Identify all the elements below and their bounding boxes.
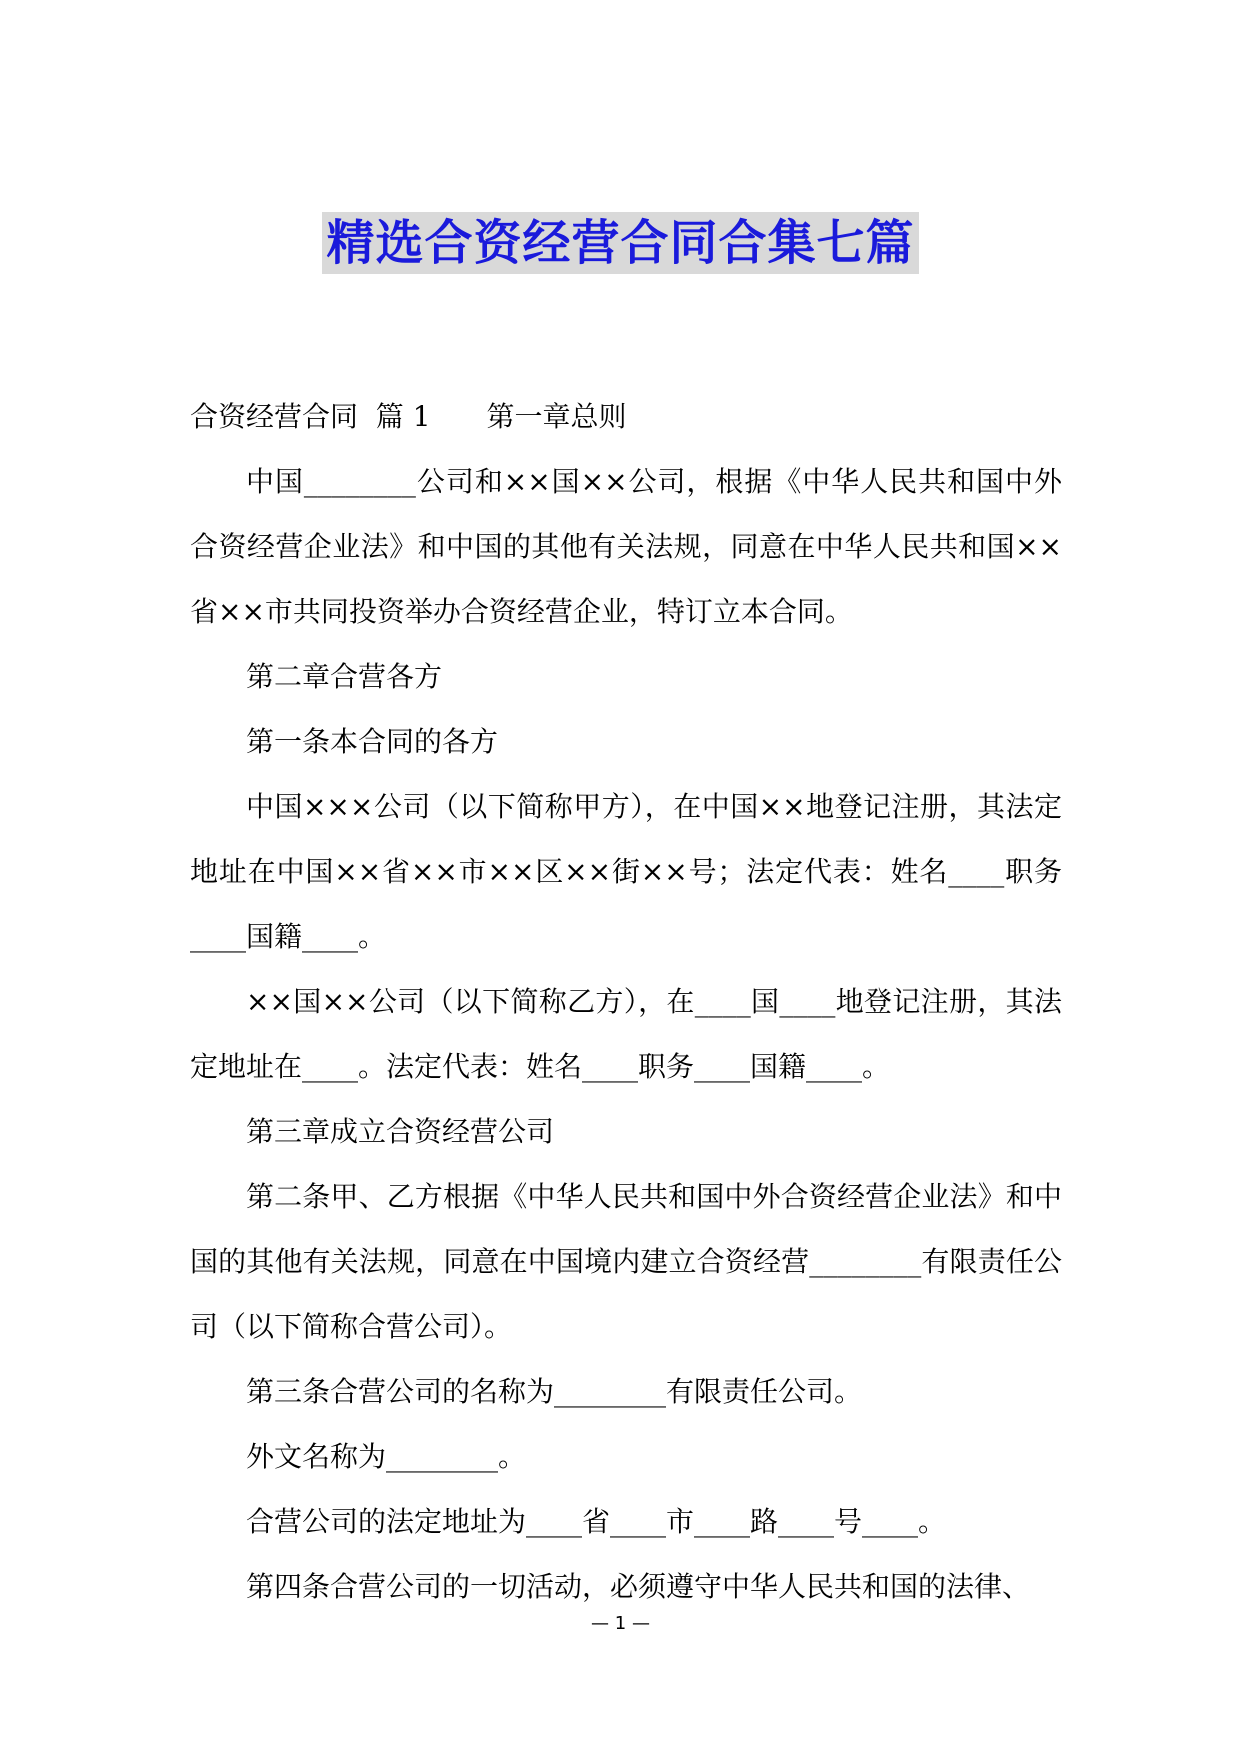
title-block <box>0 212 1241 274</box>
article-1-heading: 第一条本合同的各方 <box>246 725 499 758</box>
document-title: 精选合资经营合同合集七篇 <box>322 212 918 274</box>
chapter-heading-3: 第三章成立合资经营公司 <box>246 1115 555 1148</box>
section-label: 合资经营合同 篇 1 <box>190 400 431 433</box>
heading-gap <box>431 384 487 449</box>
paragraph-article-4: 第四条合营公司的一切活动，必须遵守中华人民共和国的法律、 <box>246 1570 1031 1603</box>
chapter-heading-2: 第二章合营各方 <box>246 660 443 693</box>
paragraph-foreign-name: 外文名称为________。 <box>246 1440 527 1473</box>
paragraph-article-2: 第二条甲、乙方根据《中华人民共和国中外合资经营企业法》和中国的其他有关法规，同意在中国境内建立合资经营________有限责任公司（以下简称合营公司）。 <box>190 1180 1062 1343</box>
paragraph-preamble: 中国________公司和××国××公司，根据《中华人民共和国中外合资经营企业法》和中国的其他有关法规，同意在中华人民共和国××省××市共同投资举办合资经营企业，特订立本合同。 <box>190 465 1062 628</box>
paragraph-article-3: 第三条合营公司的名称为________有限责任公司。 <box>246 1375 863 1408</box>
document-body <box>190 384 1062 1619</box>
paragraph-party-a: 中国×××公司（以下简称甲方），在中国××地登记注册，其法定地址在中国××省××市××区××街××号；法定代表：姓名____职务____国籍____。 <box>190 790 1062 953</box>
paragraph-party-b: ××国××公司（以下简称乙方），在____国____地登记注册，其法定地址在____。法定代表：姓名____职务____国籍____。 <box>190 985 1062 1083</box>
section-heading <box>190 384 1062 449</box>
paragraph-legal-address: 合营公司的法定地址为____省____市____路____号____。 <box>246 1505 947 1538</box>
page-number: — 1 — <box>591 1613 650 1634</box>
chapter-title: 第一章总则 <box>486 400 627 433</box>
